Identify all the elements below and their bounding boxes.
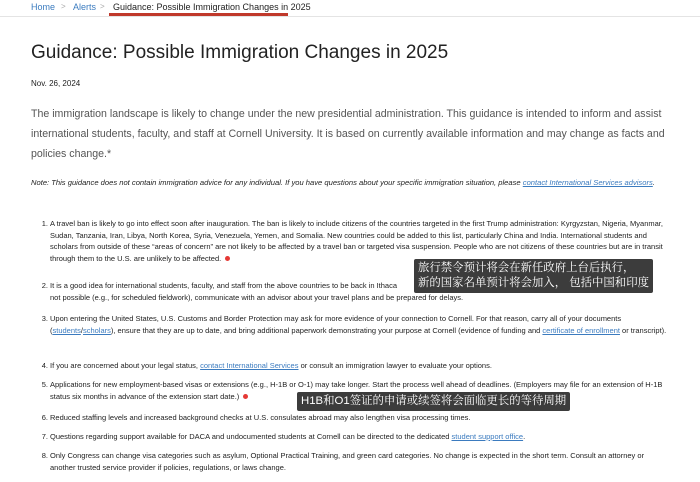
item-number: 6. [41, 413, 48, 422]
subtitle-line: 旅行禁令预计将会在新任政府上台后执行， [418, 262, 635, 274]
item-number: 1. [41, 219, 48, 228]
contact-advisors-link[interactable]: contact International Services advisors [522, 178, 653, 187]
item-text: Upon entering the United States, U.S. Customs and Border Protection may ask for more evidence of your connection to Cornell. For that reason, carry all of your documents ( [50, 314, 622, 335]
breadcrumb-home-link[interactable]: Home [31, 2, 56, 12]
item-text: or transcript). [619, 325, 667, 335]
item-text: not possible (e.g., for scheduled fieldwork), communicate with an advisor about your travel plans and be prepared for delays. [50, 292, 464, 302]
breadcrumb-active-indicator [109, 13, 288, 16]
item-text: or consult an immigration lawyer to evaluate your options. [298, 361, 492, 370]
subtitle-line: H1B和O1签证的申请或续签将会面临更长的等待周期 [301, 395, 567, 407]
publish-date: Nov. 26, 2024 [31, 79, 81, 88]
item-text: A travel ban is likely to go into effect soon after inauguration. The ban is likely to include citizens of the countries targeted in the first Trump administration: Kyrgyzstan, Nigeria, Myanmar, Sudan, Tanzania, Iran, Libya, North Korea, Syria, Venezuela, Yemen, and Somalia. New countries could be added to this list, particularly China and India. International students and scholars from outside of these “areas of concern” are not likely to be affected by a travel ban or targeted visa suspension. People who are not citizens of these countries but are in transit through them to the U.S. are unlikely to be affected. [50, 219, 663, 263]
contact-international-services-link[interactable]: contact International Services [200, 361, 299, 370]
student-support-office-link[interactable]: student support office [451, 432, 524, 441]
item-text: Reduced staffing levels and increased background checks at U.S. consulates abroad may also lengthen visa processing times. [50, 413, 471, 422]
breadcrumb-separator: > [100, 2, 105, 11]
item-text: Questions regarding support available for DACA and undocumented students at Cornell can be directed to the dedicated [50, 432, 452, 441]
breadcrumb [0, 0, 700, 17]
item-number: 3. [41, 314, 48, 323]
item-text: . [523, 432, 526, 441]
certificate-of-enrollment-link[interactable]: certificate of enrollment [542, 325, 620, 335]
item-number: 7. [41, 432, 48, 441]
slash: / [80, 325, 83, 335]
marker-dot [243, 394, 248, 399]
advice-note [31, 177, 666, 189]
item-number: 8. [41, 451, 48, 460]
item-text: If you are concerned about your legal status, [50, 361, 201, 370]
item-text: Only Congress can change visa categories such as asylum, Optional Practical Training, and green card categories. No change is expected in the short term. Consult an attorney or another trusted service provider if policies, regulations, or laws change. [50, 451, 645, 472]
item-number: 2. [41, 281, 48, 290]
note-text: Note: This guidance does not contain immigration advice for any individual. If you have questions about your specific immigration situation, please [31, 178, 523, 187]
item-text: Applications for new employment-based visas or extensions (e.g., H-1B or O-1) may take longer. Start the process well ahead of deadlines. (Employers may file for an extension of H-1B status six months in advance of the extension start date.) [50, 380, 663, 401]
note-end: . [652, 178, 655, 187]
scholars-link[interactable]: scholars [82, 325, 111, 335]
breadcrumb-separator: > [61, 2, 66, 11]
students-link[interactable]: students [52, 325, 81, 335]
page-title: Guidance: Possible Immigration Changes in 2025 [31, 42, 449, 63]
item-number: 5. [41, 380, 48, 389]
subtitle-overlay-visa [297, 392, 570, 411]
item-text: ), ensure that they are up to date, and bring additional paperwork demonstrating your purpose at Cornell (evidence of funding and [110, 325, 543, 335]
marker-dot [225, 256, 230, 261]
item-text: It is a good idea for international students, faculty, and staff from the above countries to be back in Ithaca [50, 281, 398, 290]
subtitle-line: 新的国家名单预计将会加入， 包括中国和印度 [418, 277, 649, 289]
breadcrumb-alerts-link[interactable]: Alerts [73, 2, 97, 12]
breadcrumb-current: Guidance: Possible Immigration Changes in 2025 [113, 2, 311, 12]
subtitle-overlay-travel-ban [414, 259, 653, 293]
intro-paragraph: The immigration landscape is likely to change under the new presidential administration. This guidance is intended to inform and assist international students, faculty, and staff at Cornell University. It is based on currently available information and may change as facts and policies change.* [31, 108, 665, 160]
item-number: 4. [41, 361, 48, 370]
